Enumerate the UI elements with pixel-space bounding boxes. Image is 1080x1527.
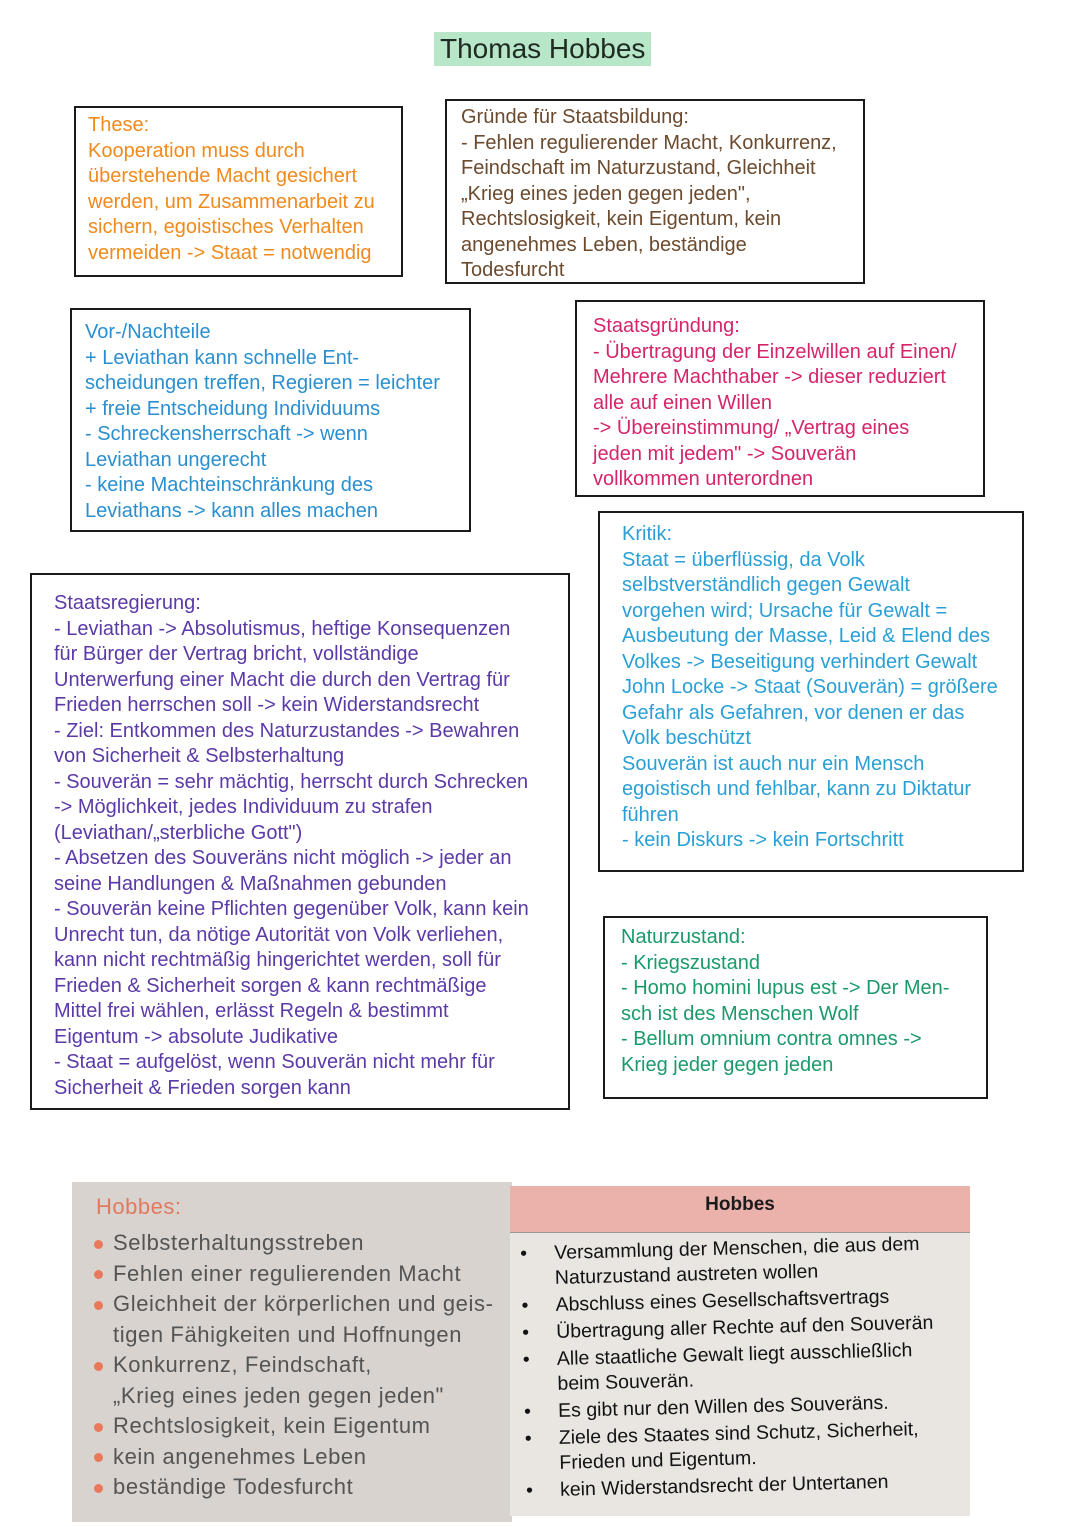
staatsregierung-line: Unterwerfung einer Macht die durch den Vertrag für [54,668,510,691]
gruende-line: angenehmes Leben, beständige [461,233,747,256]
staatsregierung-line: Unrecht tun, da nötige Autorität von Volk verliehen, [54,923,504,946]
bullet-dot-icon [94,1484,103,1493]
photo-right-row: • Ziele des Staates sind Schutz, Sicherheit, [524,1418,919,1450]
photo-right-row: • Versammlung der Menschen, die aus dem [520,1233,920,1265]
staatsgruendung-line: Mehrere Machthaber -> dieser reduziert [593,366,946,388]
these-line: These: [88,114,150,136]
photo-left-item: kein angenehmes Leben [94,1442,494,1473]
textbook-photo-right [510,1186,970,1516]
staatsregierung-line: kann nicht rechtmäßig hingerichtet werden, soll für [54,949,501,971]
staatsregierung-line: Frieden herrschen soll -> kein Widerstandsrecht [54,694,480,716]
vorteile-line: - Schreckensherrschaft -> wenn [85,423,368,445]
staatsgruendung-lines [593,314,983,493]
bullet-icon: • [523,1400,532,1423]
staatsregierung-line: für Bürger der Vertrag bricht, vollständige [54,643,419,665]
staatsregierung-line: - Staat = aufgelöst, wenn Souverän nicht mehr für [54,1051,495,1073]
staatsregierung-line: seine Handlungen & Maßnahmen gebunden [54,872,447,895]
bullet-icon: • [520,1242,528,1265]
vorteile-line: - keine Machteinschränkung des [85,474,373,496]
vorteile-line: Leviathan ungerecht [85,448,267,471]
vorteile-line: + Leviathan kann schnelle Ent- [85,346,360,369]
bullet-dot-icon [94,1453,103,1462]
kritik-line: Ausbeutung der Masse, Leid & Elend des [622,625,991,647]
kritik-box [598,511,1024,872]
photo-right-row: • kein Widerstandsrecht der Untertanen [525,1470,889,1502]
photo-right-row: Naturzustand austreten wollen [554,1260,819,1289]
staatsregierung-line: von Sicherheit & Selbsterhaltung [54,745,345,767]
these-line: überstehende Macht gesichert [88,165,358,187]
bullet-dot-icon [94,1301,103,1310]
staatsregierung-line: - Absetzen des Souveräns nicht möglich -> jeder an [54,847,512,869]
bullet-dot-icon [94,1270,103,1279]
staatsregierung-line: - Souverän = sehr mächtig, herrscht durch Schrecken [54,770,529,793]
photo-left-item: Rechtslosigkeit, kein Eigentum [94,1411,494,1442]
kritik-line: egoistisch und fehlbar, kann zu Diktatur [622,778,972,800]
bullet-icon: • [522,1348,530,1371]
bullet-icon: • [521,1294,529,1317]
photo-left-item: „Krieg eines jeden gegen jeden" [113,1382,444,1408]
vorteile-line: Leviathans -> kann alles machen [85,499,378,522]
gruende-line: Gründe für Staatsbildung: [461,106,689,128]
staatsregierung-lines [54,591,568,1101]
staatsregierung-line: Sicherheit & Frieden sorgen kann [54,1076,351,1099]
photo-right-row: • Übertragung aller Rechte auf den Souverän [521,1311,934,1344]
staatsgruendung-box [575,300,985,497]
staatsregierung-line: Eigentum -> absolute Judikative [54,1025,339,1048]
photo-left-item: Fehlen einer regulierenden Macht [94,1259,494,1290]
naturzustand-line: Krieg jeder gegen jeden [621,1053,834,1076]
photo-right-row: • Alle staatliche Gewalt liegt ausschließlich [522,1339,913,1371]
vorteile-line: scheidungen treffen, Regieren = leichter [85,372,440,394]
staatsregierung-line: -> Möglichkeit, jedes Individuum zu strafen [54,796,433,818]
photo-left-item: Konkurrenz, Feindschaft, [94,1350,494,1381]
these-line: werden, um Zusammenarbeit zu [88,190,375,213]
photo-right-row: beim Souverän. [557,1369,695,1395]
vorteile-box [70,308,471,532]
photo-left-item: Gleichheit der körperlichen und geis- [94,1289,494,1320]
bullet-icon: • [525,1479,534,1502]
kritik-line: vorgehen wird; Ursache für Gewalt = [622,599,948,622]
kritik-line: Volkes -> Beseitigung verhindert Gewalt [622,650,978,673]
bullet-dot-icon [94,1362,103,1371]
naturzustand-line: Naturzustand: [621,926,746,948]
naturzustand-line: - Homo homini lupus est -> Der Men- [621,977,950,999]
staatsregierung-line: Staatsregierung: [54,592,201,614]
staatsregierung-line: - Ziel: Entkommen des Naturzustandes -> Bewahren [54,719,520,742]
photo-left-heading: Hobbes: [96,1194,182,1219]
these-box [74,106,403,277]
gruende-line: Rechtslosigkeit, kein Eigentum, kein [461,208,782,230]
these-line: Kooperation muss durch [88,139,305,162]
kritik-line: selbstverständlich gegen Gewalt [622,574,910,596]
photo-left-item: beständige Todesfurcht [94,1472,494,1503]
staatsregierung-line: - Leviathan -> Absolutismus, heftige Konsequenzen [54,617,511,640]
vorteile-line: Vor-/Nachteile [85,321,211,343]
kritik-line: Volk beschützt [622,727,751,749]
kritik-line: führen [622,803,679,826]
naturzustand-box [603,916,988,1099]
gruende-lines [461,105,863,284]
these-lines [88,113,401,266]
bullet-dot-icon [94,1240,103,1249]
staatsregierung-box [30,573,570,1110]
staatsgruendung-line: jeden mit jedem" -> Souverän [593,442,857,465]
staatsregierung-line: Mittel frei wählen, erlässt Regeln & bestimmt [54,1000,449,1022]
kritik-line: John Locke -> Staat (Souverän) = größere [622,676,998,698]
gruende-line: Feindschaft im Naturzustand, Gleichheit [461,157,816,179]
kritik-lines [622,522,1022,854]
textbook-photo-left [72,1182,512,1522]
bullet-icon: • [521,1321,530,1344]
gruende-line: - Fehlen regulierender Macht, Konkurrenz, [461,131,837,154]
kritik-line: Kritik: [622,523,672,545]
gruende-line: Todesfurcht [461,259,565,281]
vorteile-lines [85,320,469,524]
photo-left-item: tigen Fähigkeiten und Hoffnungen [113,1321,463,1347]
naturzustand-line: sch ist des Menschen Wolf [621,1002,859,1025]
staatsgruendung-line: alle auf einen Willen [593,391,772,414]
staatsgruendung-line: -> Übereinstimmung/ „Vertrag eines [593,417,910,439]
staatsgruendung-line: - Übertragung der Einzelwillen auf Einen/ [593,340,957,363]
kritik-line: Staat = überflüssig, da Volk [622,548,865,571]
vorteile-line: + freie Entscheidung Individuums [85,397,381,420]
kritik-line: Souverän ist auch nur ein Mensch [622,752,925,775]
photo-right-heading: Hobbes [510,1186,970,1233]
photo-left-item: Selbsterhaltungsstreben [94,1228,494,1259]
naturzustand-line: - Bellum omnium contra omnes -> [621,1028,922,1050]
staatsregierung-line: Frieden & Sicherheit sorgen & kann rechtmäßige [54,974,487,997]
gruende-line: „Krieg eines jeden gegen jeden", [461,182,751,205]
these-line: sichern, egoistisches Verhalten [88,216,364,238]
page-title: Thomas Hobbes [434,32,651,66]
staatsgruendung-line: Staatsgründung: [593,315,740,337]
photo-right-row: • Es gibt nur den Willen des Souveräns. [523,1391,889,1423]
photo-right-row: Frieden und Eigentum. [559,1447,757,1474]
bullet-dot-icon [94,1423,103,1432]
bullet-icon: • [524,1427,532,1450]
photo-left-list [94,1228,494,1503]
staatsregierung-line: (Leviathan/„sterbliche Gott") [54,821,303,844]
kritik-line: Gefahr als Gefahren, vor denen er das [622,701,965,724]
kritik-line: - kein Diskurs -> kein Fortschritt [622,829,904,851]
photo-right-rows [510,1231,976,1504]
naturzustand-line: - Kriegszustand [621,951,760,974]
staatsgruendung-line: vollkommen unterordnen [593,468,814,490]
staatsregierung-line: - Souverän keine Pflichten gegenüber Volk, kann kein [54,898,529,920]
photo-right-row: • Abschluss eines Gesellschaftsvertrags [521,1285,890,1317]
gruende-box [445,99,865,284]
these-line: vermeiden -> Staat = notwendig [88,241,372,264]
naturzustand-lines [621,925,986,1078]
